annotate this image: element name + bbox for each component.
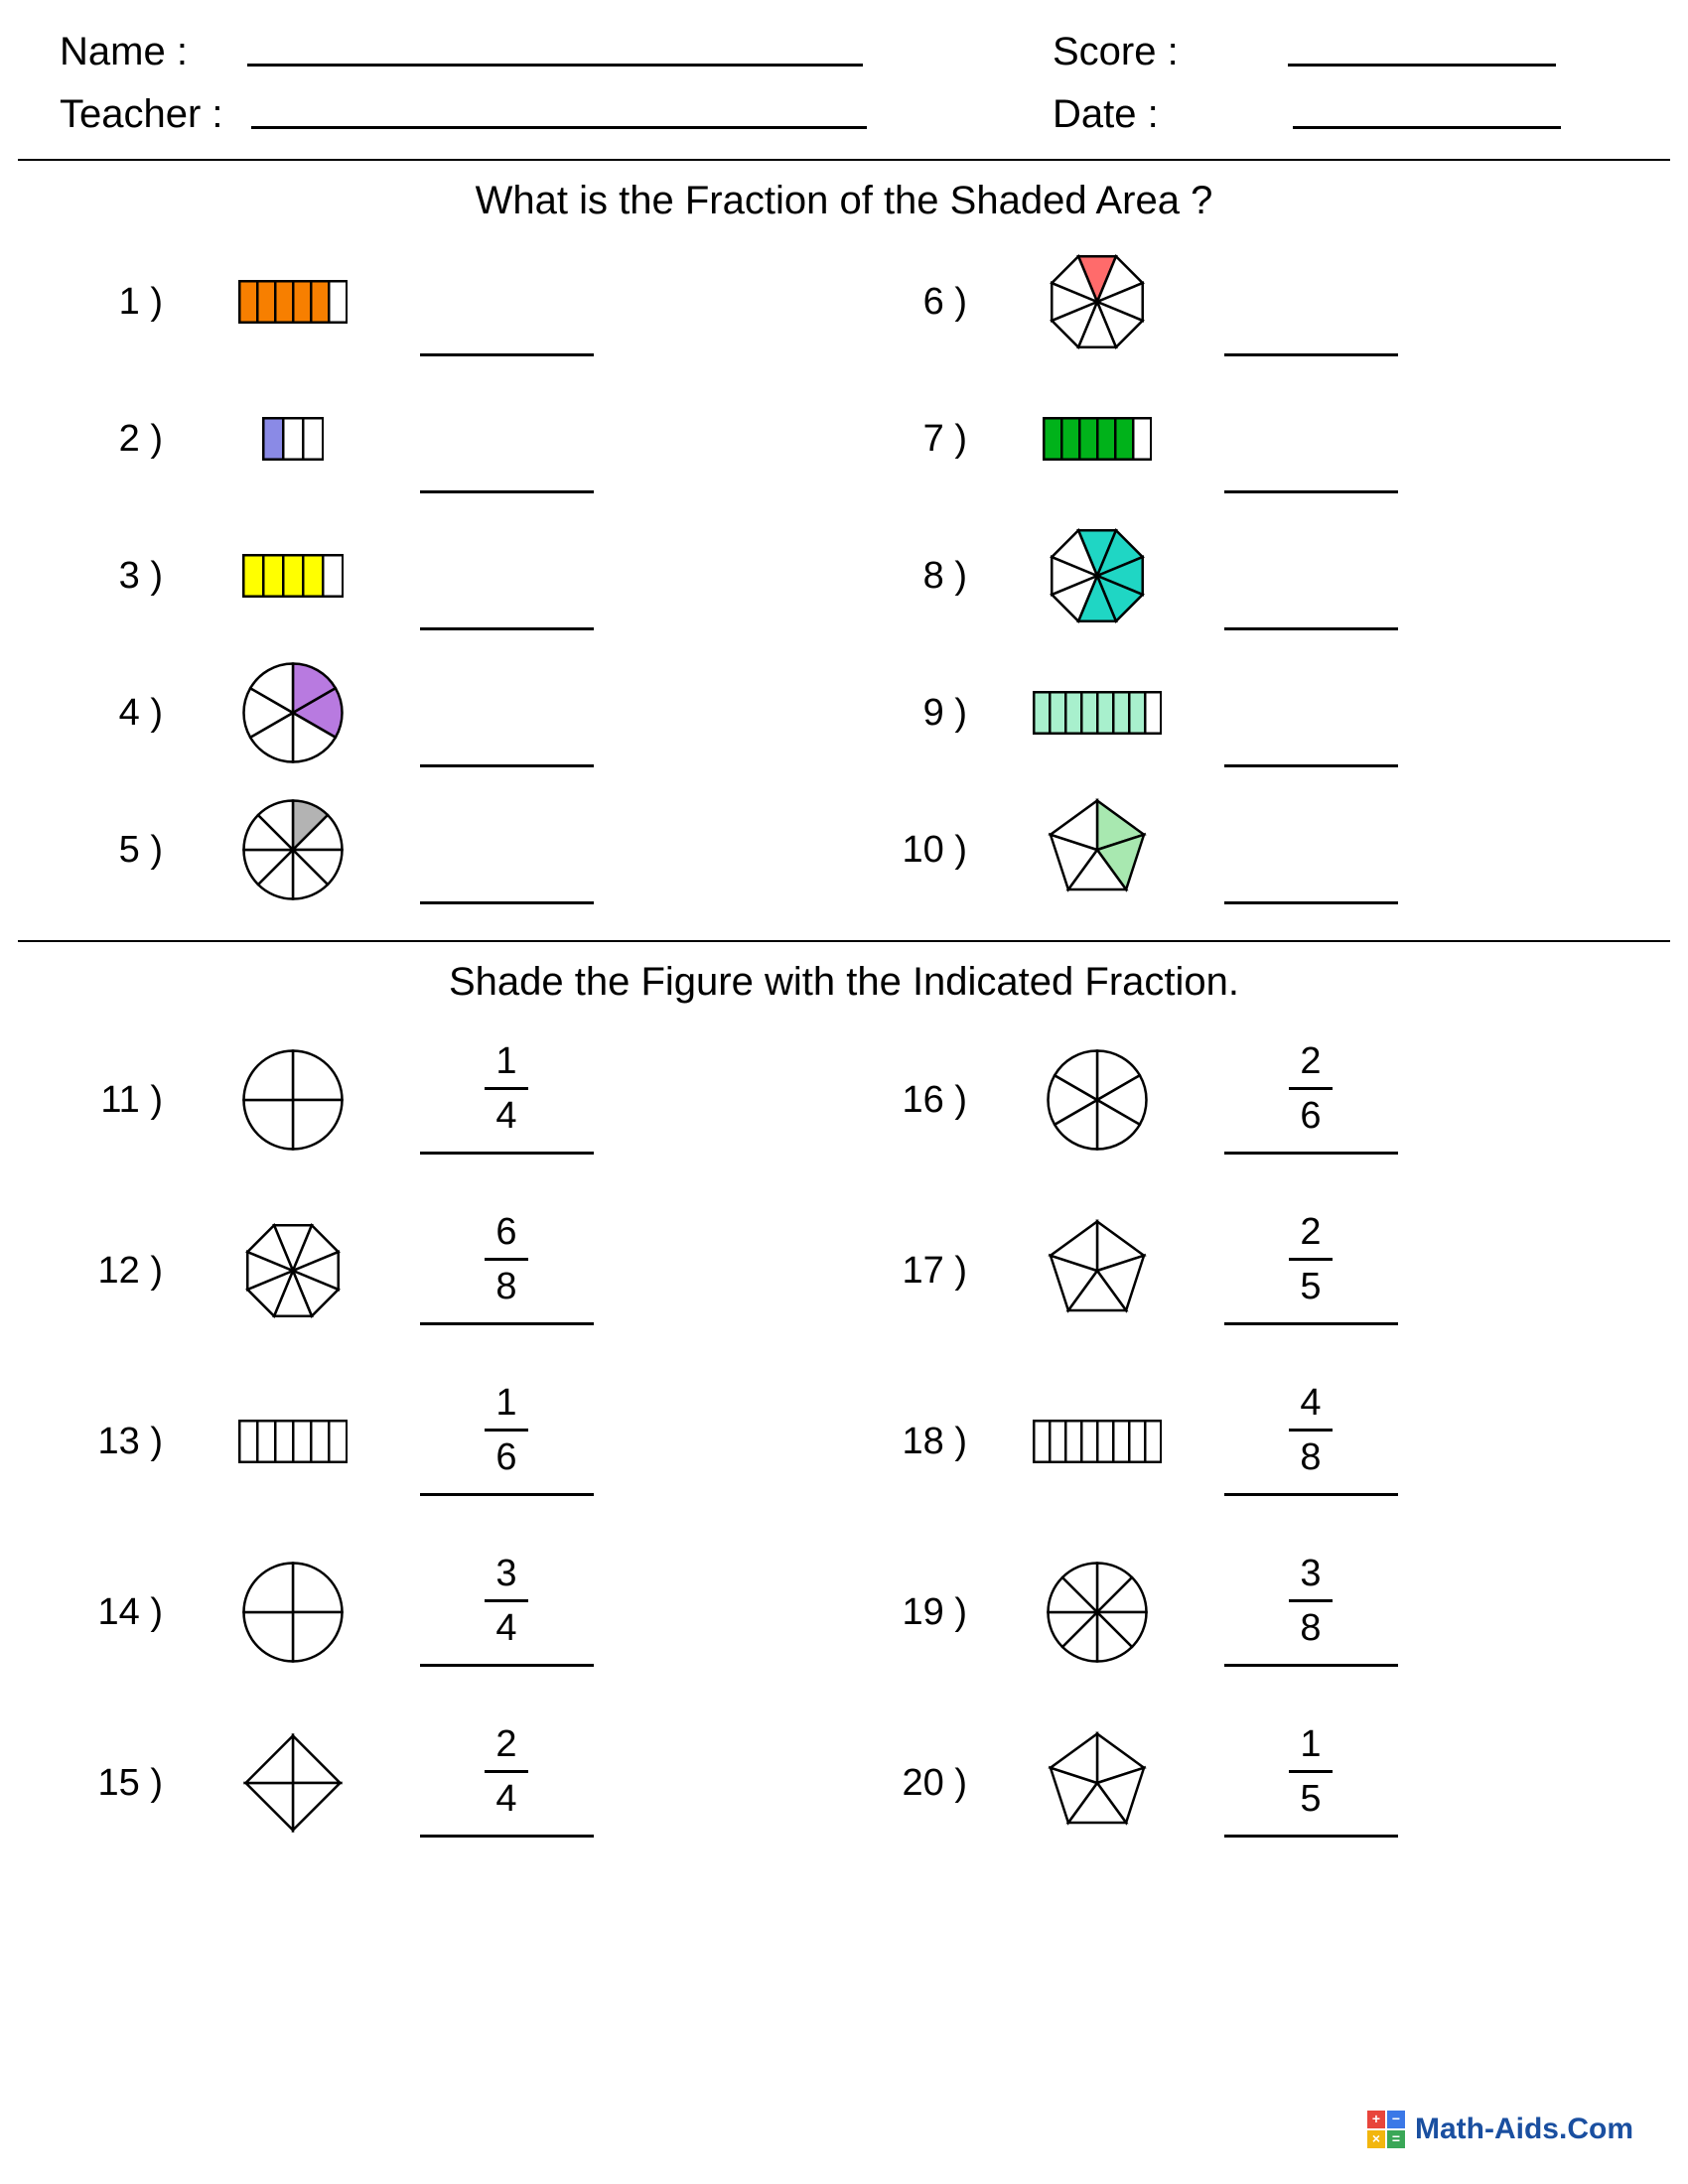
fraction-numerator: 3	[1300, 1553, 1322, 1594]
answer-blank[interactable]	[1201, 521, 1410, 630]
fraction-value	[1224, 1210, 1398, 1325]
problem-item	[40, 1698, 844, 1868]
problem-item	[40, 233, 844, 370]
fraction-figure-circle[interactable]	[189, 1561, 397, 1664]
fraction-figure-pentagon[interactable]	[993, 1219, 1201, 1322]
problem-item	[40, 644, 844, 781]
fraction-numerator: 2	[495, 1723, 517, 1765]
indicated-fraction	[1201, 1553, 1410, 1667]
header-row-teacher	[60, 92, 1628, 137]
fraction-value	[1224, 1381, 1398, 1496]
problem-item	[844, 233, 1648, 370]
problem-number: 11 )	[100, 1078, 163, 1121]
problem-number: 17 )	[902, 1249, 967, 1292]
fraction-figure-circle[interactable]	[189, 1048, 397, 1152]
name-field[interactable]	[247, 64, 863, 67]
answer-line[interactable]	[1224, 1152, 1398, 1155]
problem-item	[844, 1527, 1648, 1698]
problem-number: 4 )	[118, 691, 163, 734]
fraction-value	[420, 1039, 594, 1155]
divider-top	[18, 159, 1670, 161]
fraction-bar	[485, 1599, 528, 1602]
answer-line[interactable]	[1224, 840, 1398, 904]
fraction-numerator: 2	[1300, 1040, 1322, 1082]
fraction-denominator: 5	[1300, 1778, 1322, 1820]
problem-number: 18 )	[902, 1420, 967, 1462]
fraction-figure-pentagon[interactable]	[993, 1731, 1201, 1835]
fraction-denominator: 8	[1300, 1436, 1322, 1478]
problem-item	[844, 370, 1648, 507]
problem-item	[844, 781, 1648, 918]
problem-item	[844, 1356, 1648, 1527]
fraction-denominator: 6	[495, 1436, 517, 1478]
teacher-field[interactable]	[251, 126, 867, 129]
fraction-figure-bar[interactable]	[189, 554, 397, 598]
answer-blank[interactable]	[1201, 247, 1410, 356]
problem-item	[844, 1698, 1648, 1868]
indicated-fraction	[1201, 1723, 1410, 1838]
fraction-denominator: 6	[1300, 1095, 1322, 1137]
fraction-figure-diamond[interactable]	[189, 1733, 397, 1833]
fraction-figure-bar[interactable]	[993, 691, 1201, 735]
divider-middle	[18, 940, 1670, 942]
indicated-fraction	[1201, 1040, 1410, 1155]
answer-blank[interactable]	[1201, 384, 1410, 493]
indicated-fraction	[397, 1553, 606, 1667]
problem-item	[40, 1356, 844, 1527]
problem-number: 16 )	[902, 1078, 967, 1121]
answer-line[interactable]	[420, 1152, 594, 1155]
problem-item	[844, 1015, 1648, 1185]
answer-line[interactable]	[1224, 1664, 1398, 1667]
fraction-bar	[1289, 1258, 1333, 1261]
answer-line[interactable]	[420, 1322, 594, 1325]
fraction-value	[420, 1210, 594, 1325]
section1-title: What is the Fraction of the Shaded Area ?	[475, 179, 1213, 222]
worksheet-header	[0, 0, 1688, 137]
fraction-figure-octagon[interactable]	[993, 524, 1201, 627]
problem-item	[40, 1185, 844, 1356]
fraction-bar	[1289, 1770, 1333, 1773]
fraction-numerator: 2	[1300, 1211, 1322, 1253]
fraction-figure-bar[interactable]	[189, 280, 397, 324]
answer-line[interactable]	[1224, 429, 1398, 493]
fraction-figure-circle[interactable]	[993, 1561, 1201, 1664]
fraction-numerator: 4	[1300, 1382, 1322, 1424]
problem-number: 20 )	[902, 1761, 967, 1804]
date-label: Date :	[1053, 92, 1159, 136]
fraction-bar	[1289, 1599, 1333, 1602]
answer-line[interactable]	[1224, 1493, 1398, 1496]
fraction-figure-circle[interactable]	[993, 1048, 1201, 1152]
indicated-fraction	[1201, 1382, 1410, 1496]
teacher-label: Teacher :	[60, 92, 223, 136]
answer-line[interactable]	[1224, 703, 1398, 767]
fraction-bar	[485, 1429, 528, 1432]
problem-item	[844, 1185, 1648, 1356]
answer-line[interactable]	[420, 292, 594, 356]
fraction-figure-bar[interactable]	[993, 417, 1201, 461]
fraction-value	[1224, 1552, 1398, 1667]
answer-line[interactable]	[420, 1493, 594, 1496]
answer-line[interactable]	[1224, 566, 1398, 630]
indicated-fraction	[397, 1723, 606, 1838]
fraction-figure-octagon[interactable]	[189, 1219, 397, 1322]
answer-line[interactable]	[420, 1835, 594, 1838]
answer-line[interactable]	[1224, 1322, 1398, 1325]
logo-glyph-times: ×	[1367, 2130, 1385, 2148]
score-field[interactable]	[1288, 64, 1556, 67]
answer-line[interactable]	[420, 840, 594, 904]
problem-number: 13 )	[97, 1420, 163, 1462]
answer-line[interactable]	[1224, 1835, 1398, 1838]
fraction-denominator: 8	[1300, 1607, 1322, 1649]
indicated-fraction	[397, 1211, 606, 1325]
fraction-bar	[485, 1258, 528, 1261]
problem-item	[40, 370, 844, 507]
answer-line[interactable]	[420, 429, 594, 493]
indicated-fraction	[397, 1040, 606, 1155]
answer-line[interactable]	[420, 566, 594, 630]
answer-blank[interactable]	[397, 384, 606, 493]
fraction-value	[1224, 1722, 1398, 1838]
problem-number: 5 )	[118, 828, 163, 871]
problem-number: 15 )	[97, 1761, 163, 1804]
answer-line[interactable]	[1224, 292, 1398, 356]
fraction-numerator: 3	[495, 1553, 517, 1594]
problem-item	[40, 781, 844, 918]
fraction-denominator: 4	[495, 1095, 517, 1137]
answer-line[interactable]	[420, 703, 594, 767]
answer-blank[interactable]	[397, 247, 606, 356]
fraction-bar	[485, 1770, 528, 1773]
problem-number: 10 )	[902, 828, 967, 871]
fraction-numerator: 6	[495, 1211, 517, 1253]
section2-problem-grid	[0, 1015, 1688, 1868]
problem-item	[40, 507, 844, 644]
answer-blank[interactable]	[397, 521, 606, 630]
problem-number: 6 )	[922, 280, 967, 323]
problem-number: 19 )	[902, 1590, 967, 1633]
problem-number: 12 )	[97, 1249, 163, 1292]
fraction-value	[420, 1722, 594, 1838]
answer-blank[interactable]	[1201, 795, 1410, 904]
problem-item	[844, 507, 1648, 644]
fraction-value	[1224, 1039, 1398, 1155]
fraction-numerator: 1	[1300, 1723, 1322, 1765]
header-row-name	[60, 30, 1628, 74]
indicated-fraction	[397, 1382, 606, 1496]
score-label: Score :	[1053, 30, 1179, 73]
name-label: Name :	[60, 30, 188, 73]
fraction-numerator: 1	[495, 1382, 517, 1424]
logo-glyph-minus: −	[1387, 2111, 1405, 2128]
problem-number: 2 )	[118, 417, 163, 460]
problem-item	[844, 644, 1648, 781]
answer-blank[interactable]	[397, 795, 606, 904]
indicated-fraction	[1201, 1211, 1410, 1325]
fraction-figure-bar[interactable]	[189, 1420, 397, 1463]
fraction-bar	[1289, 1087, 1333, 1090]
problem-number: 8 )	[922, 554, 967, 597]
section2-title: Shade the Figure with the Indicated Fraction.	[448, 960, 1239, 1004]
problem-number: 9 )	[922, 691, 967, 734]
answer-blank[interactable]	[397, 658, 606, 767]
problem-number: 14 )	[97, 1590, 163, 1633]
fraction-numerator: 1	[495, 1040, 517, 1082]
logo-glyph-plus: +	[1367, 2111, 1385, 2128]
fraction-figure-pentagon[interactable]	[993, 798, 1201, 901]
brand-name: Math-Aids.Com	[1415, 2113, 1633, 2145]
answer-blank[interactable]	[1201, 658, 1410, 767]
fraction-bar	[1289, 1429, 1333, 1432]
problem-number: 1 )	[118, 280, 163, 323]
fraction-figure-circle[interactable]	[189, 798, 397, 901]
fraction-denominator: 8	[495, 1266, 517, 1307]
problem-item	[40, 1015, 844, 1185]
fraction-figure-bar[interactable]	[189, 417, 397, 461]
footer-branding	[1367, 2111, 1633, 2148]
fraction-value	[420, 1552, 594, 1667]
problem-number: 3 )	[118, 554, 163, 597]
answer-line[interactable]	[420, 1664, 594, 1667]
problem-item	[40, 1527, 844, 1698]
fraction-figure-circle[interactable]	[189, 661, 397, 764]
fraction-denominator: 4	[495, 1607, 517, 1649]
fraction-denominator: 5	[1300, 1266, 1322, 1307]
section1-problem-grid	[0, 233, 1688, 918]
date-field[interactable]	[1293, 126, 1561, 129]
problem-number: 7 )	[922, 417, 967, 460]
fraction-value	[420, 1381, 594, 1496]
fraction-figure-octagon[interactable]	[993, 250, 1201, 353]
logo-glyph-equals: =	[1387, 2130, 1405, 2148]
fraction-denominator: 4	[495, 1778, 517, 1820]
fraction-figure-bar[interactable]	[993, 1420, 1201, 1463]
math-aids-logo-icon	[1367, 2111, 1405, 2148]
fraction-bar	[485, 1087, 528, 1090]
